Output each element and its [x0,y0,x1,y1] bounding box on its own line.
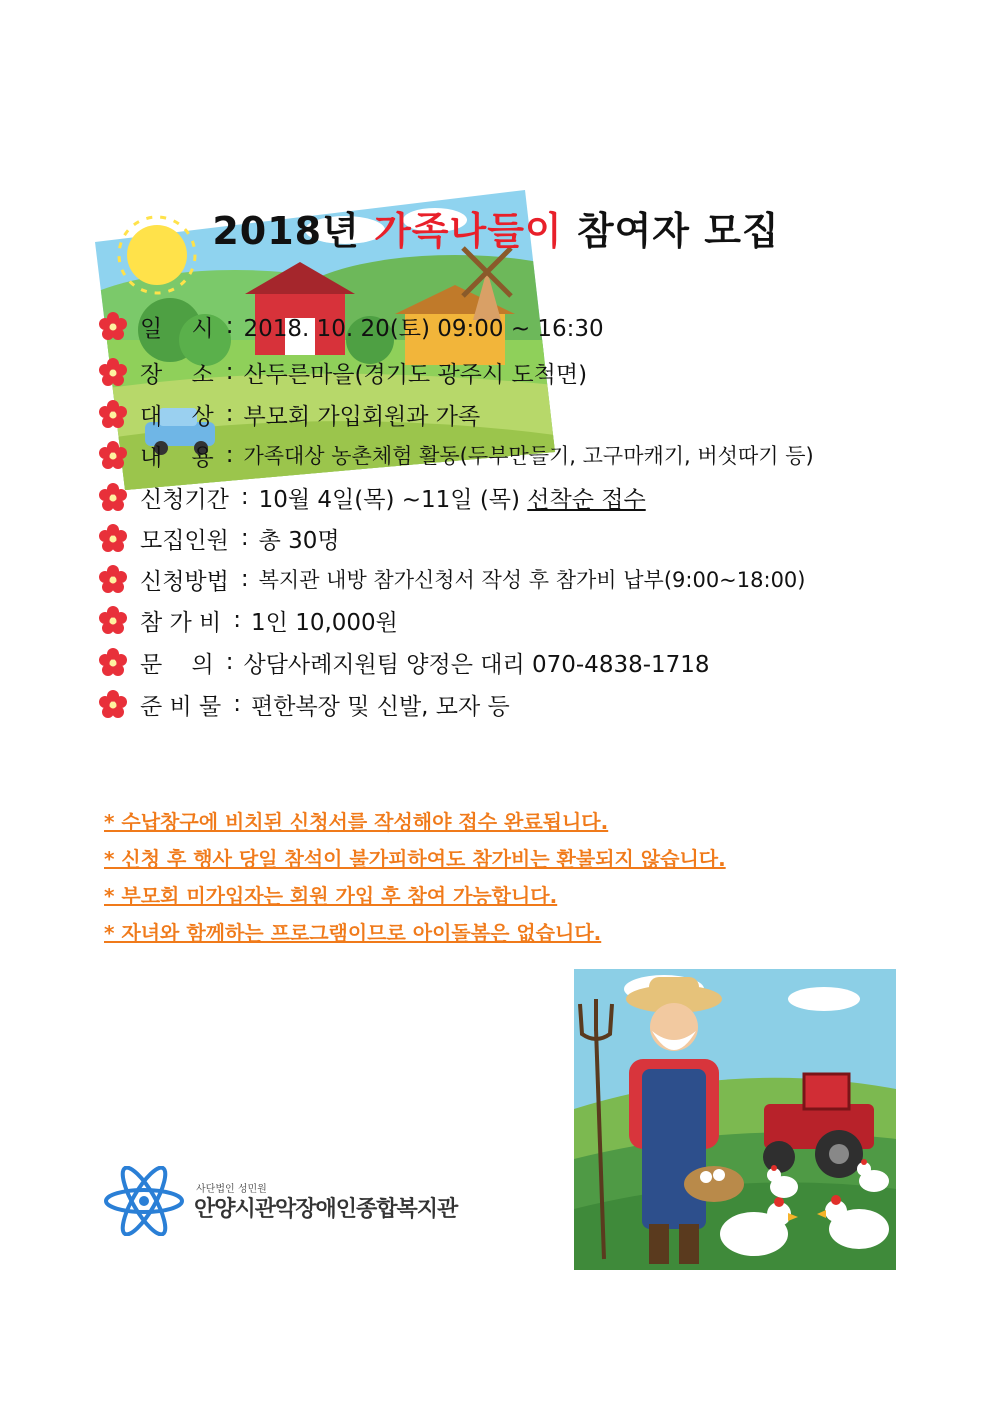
notice-item: * 자녀와 함께하는 프로그램이므로 아이돌봄은 없습니다. [104,921,602,945]
info-row-period: 신청기간 : 10월 4일(목) ~11일 (목) 선착순 접수 [98,479,646,515]
info-label: 준 비 물 [140,693,222,720]
flower-bullet-icon [98,523,128,553]
farmer-illustration [574,969,896,1270]
info-row-date: 일 시 : 2018. 10. 20(토) 09:00 ~ 16:30 [98,308,604,344]
title-year: 2018년 [212,209,360,253]
logo-mark-icon [100,1166,188,1236]
info-row-fee: 참 가 비 : 1인 10,000원 [98,602,398,638]
info-value: 총 30명 [258,527,340,554]
info-value: 부모회 가입회원과 가족 [243,403,481,430]
info-value: 편한복장 및 신발, 모자 등 [251,693,510,720]
info-value: 산두른마을(경기도 광주시 도척면) [243,361,588,388]
logo-subtitle: 사단법인 성민원 [196,1184,267,1195]
info-value: 2018. 10. 20(토) 09:00 ~ 16:30 [243,315,604,342]
info-extra: 선착순 접수 [527,486,646,513]
flower-bullet-icon [98,564,128,594]
info-row-contact: 문 의 : 상담사례지원팀 양정은 대리 070-4838-1718 [98,644,710,680]
info-value: 10월 4일(목) ~11일 (목) [258,486,520,513]
page-title [0,200,992,255]
info-row-items: 준 비 물 : 편한복장 및 신발, 모자 등 [98,686,510,722]
notice-item: * 신청 후 행사 당일 참석이 불가피하여도 참가비는 환불되지 않습니다. [104,847,726,871]
logo-name: 안양시관악장애인종합복지관 [194,1197,458,1222]
flower-bullet-icon [98,605,128,635]
flower-bullet-icon [98,647,128,677]
info-label: 장 소 [140,361,214,388]
info-row-target: 대 상 : 부모회 가입회원과 가족 [98,396,480,432]
info-label: 일 시 [140,315,214,342]
info-value: 1인 10,000원 [251,609,398,636]
title-highlight: 가족나들이 [374,209,563,253]
info-label: 신청기간 [140,486,229,513]
info-value: 상담사례지원팀 양정은 대리 070-4838-1718 [243,651,710,678]
info-label: 내 용 [140,444,214,471]
flower-bullet-icon [98,689,128,719]
flower-bullet-icon [98,357,128,387]
notice-item: * 수납창구에 비치된 신청서를 작성해야 접수 완료됩니다. [104,810,609,834]
flower-bullet-icon [98,311,128,341]
info-label: 대 상 [140,403,214,430]
title-rest: 참여자 모집 [576,209,780,253]
organization-logo [100,1160,480,1240]
info-row-place: 장 소 : 산두른마을(경기도 광주시 도척면) [98,354,587,390]
info-value: 복지관 내방 참가신청서 작성 후 참가비 납부(9:00~18:00) [258,568,806,592]
flower-bullet-icon [98,399,128,429]
info-label: 문 의 [140,651,214,678]
info-label: 참 가 비 [140,609,222,636]
info-row-content: 내 용 : 가족대상 농촌체험 활동(두부만들기, 고구마캐기, 버섯따기 등) [98,437,814,473]
info-label: 신청방법 [140,568,229,595]
notice-item: * 부모회 미가입자는 회원 가입 후 참여 가능합니다. [104,884,558,908]
flower-bullet-icon [98,440,128,470]
flower-bullet-icon [98,482,128,512]
info-row-method: 신청방법 : 복지관 내방 참가신청서 작성 후 참가비 납부(9:00~18:00) [98,561,805,597]
info-value: 가족대상 농촌체험 활동(두부만들기, 고구마캐기, 버섯따기 등) [243,444,814,468]
info-row-capacity: 모집인원 : 총 30명 [98,520,340,556]
info-label: 모집인원 [140,527,229,554]
